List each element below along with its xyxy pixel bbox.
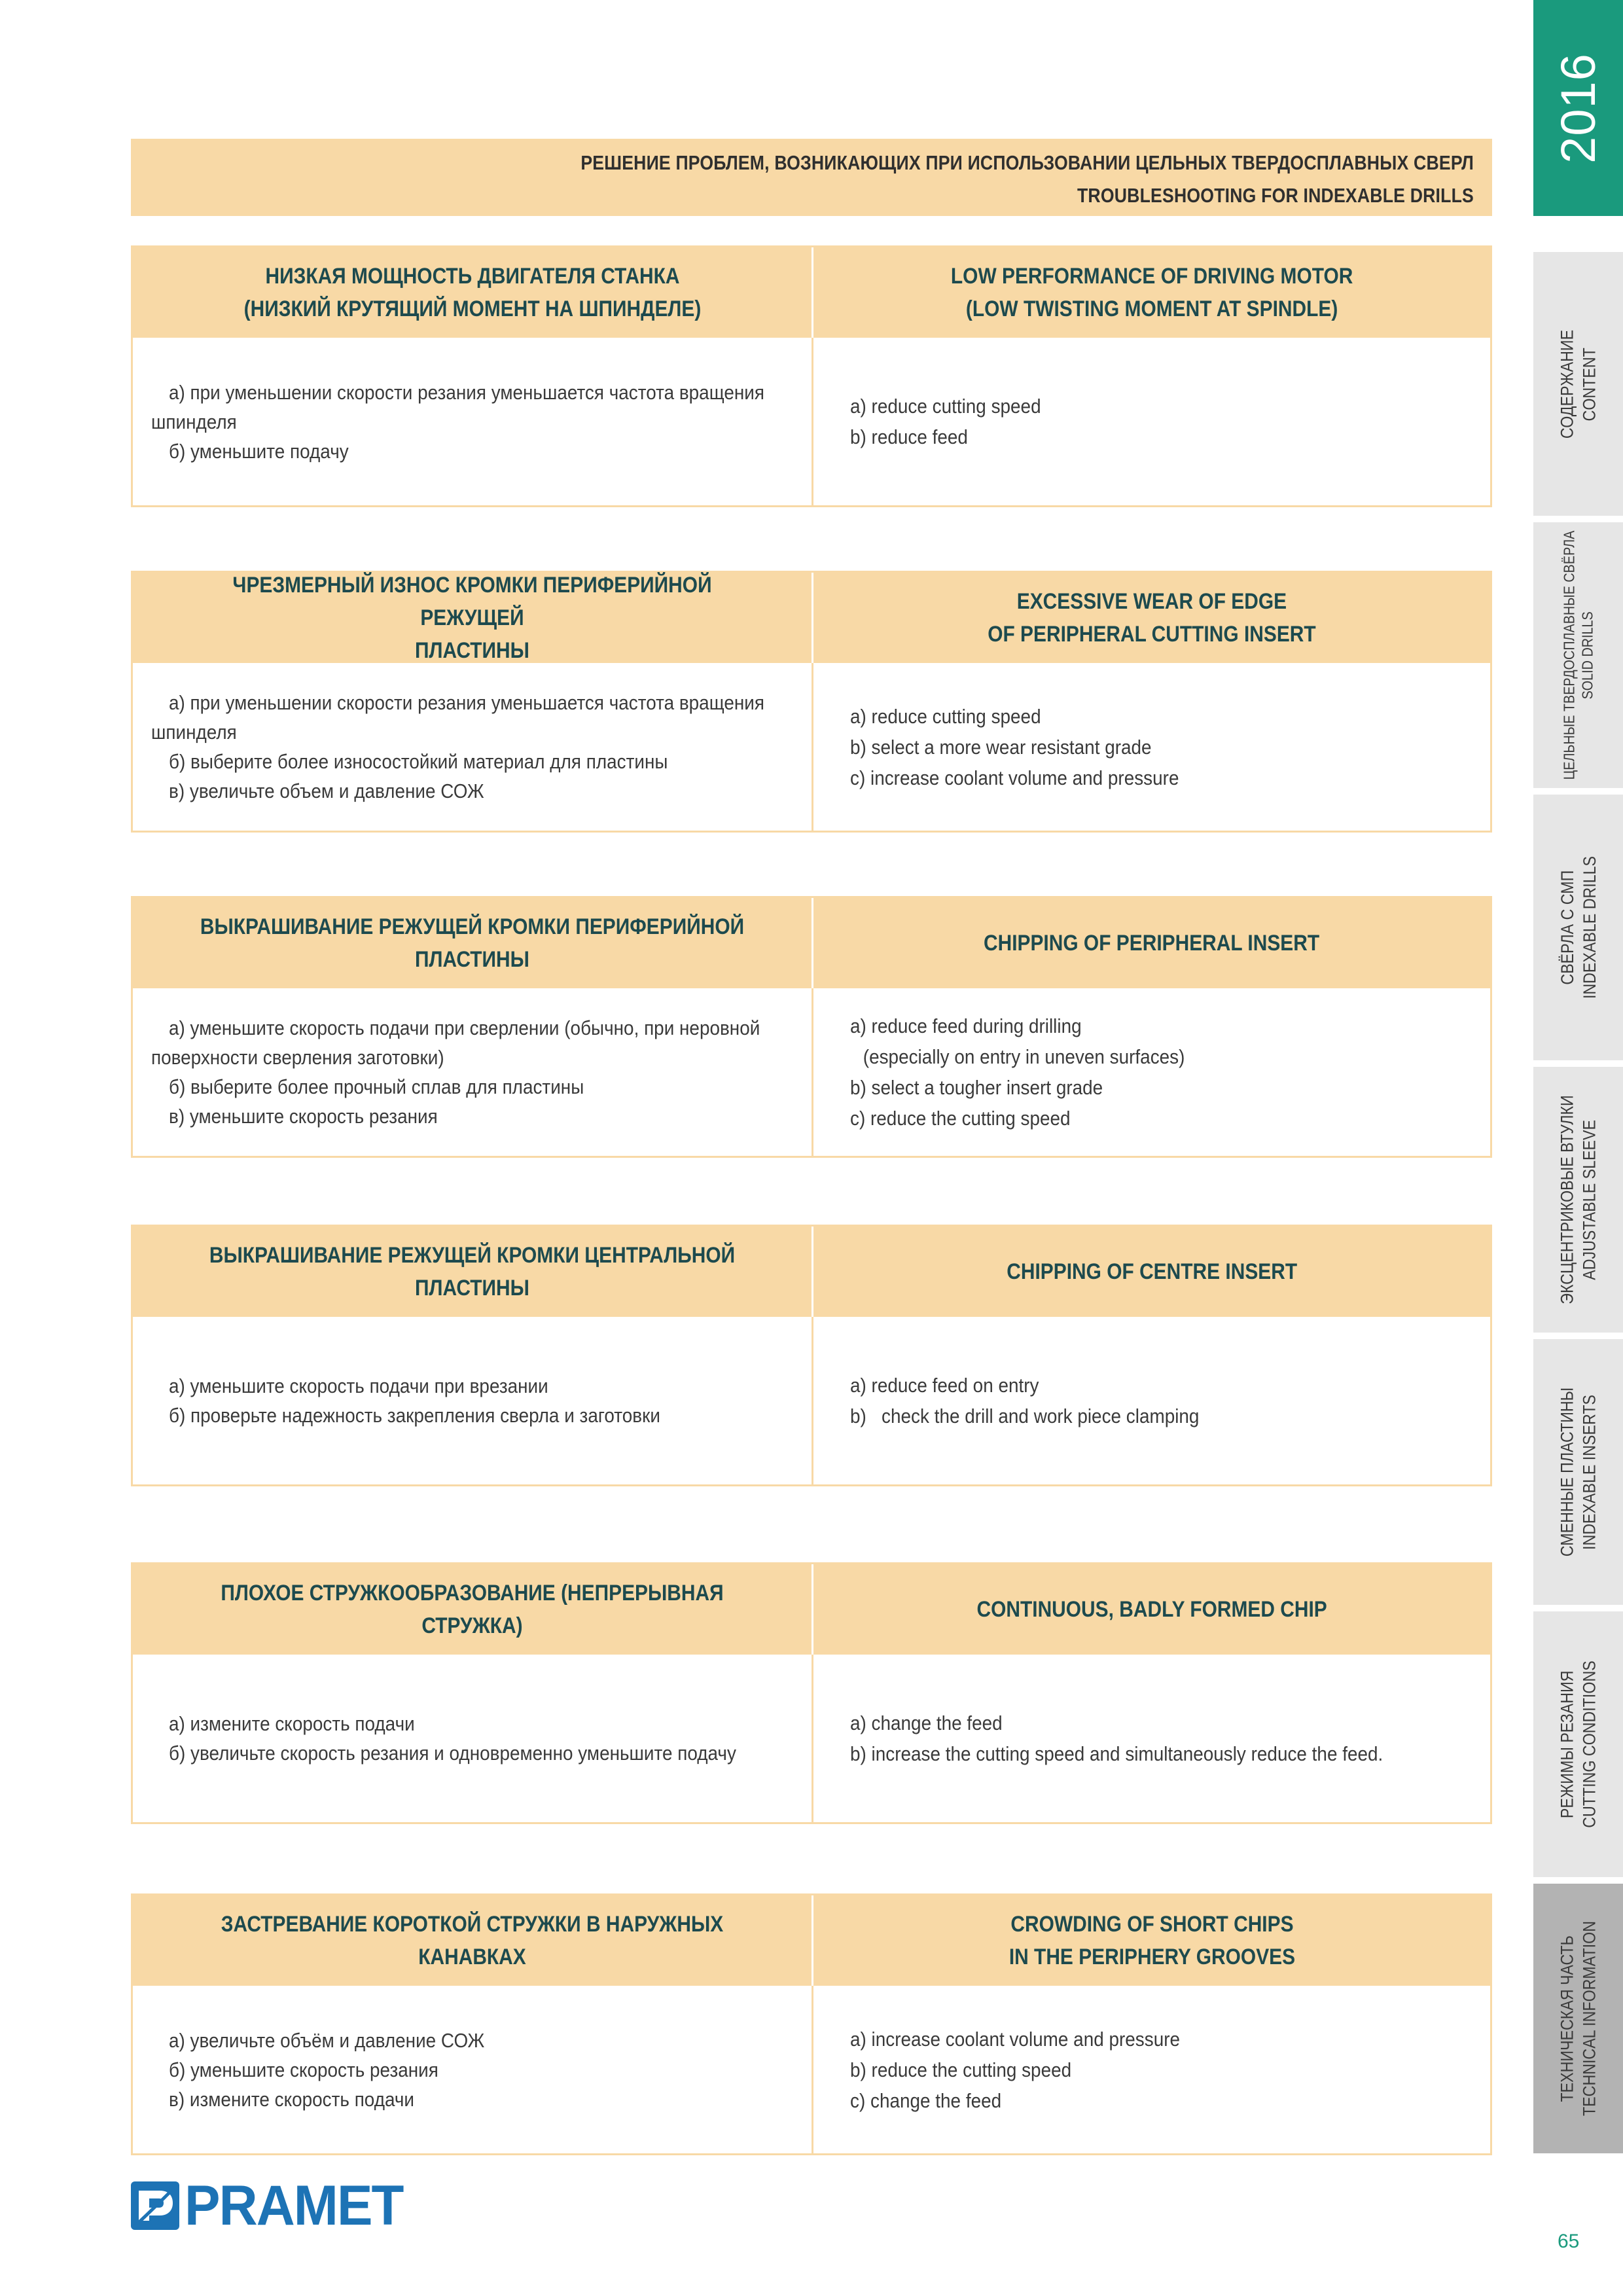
solution-row [133, 663, 1490, 831]
solution-item: (especially on entry in uneven surfaces) [863, 1045, 1185, 1068]
solution-item: б) проверьте надежность закрепления сверла и заготовки [169, 1404, 660, 1427]
sidebar-tab-label-en: INDEXABLE INSERTS [1579, 1394, 1599, 1550]
solution-item: c) increase coolant volume and pressure [850, 766, 1179, 789]
problem-title-en: CROWDING OF SHORT CHIPS IN THE PERIPHERY GROOVES [1008, 1912, 1295, 1969]
solution-item: в) уменьшите скорость резания [169, 1105, 438, 1128]
sidebar-tab-label-ru: СОДЕРЖАНИЕ [1557, 329, 1577, 439]
problem-header-row [133, 573, 1490, 663]
solution-list-en [812, 663, 1490, 831]
sidebar-tab-label-ru: РЕЖИМЫ РЕЗАНИЯ [1557, 1670, 1577, 1818]
problem-table-peripheral-insert-wear [131, 571, 1492, 833]
solution-item: б) увеличьте скорость резания и одновременно уменьшите подачу [169, 1742, 736, 1765]
solution-list-ru [133, 663, 812, 831]
sidebar-tab-adjustable-sleeve[interactable] [1533, 1067, 1623, 1333]
solution-item: a) reduce cutting speed [850, 704, 1041, 728]
solution-item: a) increase coolant volume and pressure [850, 2027, 1181, 2051]
solution-list-en [812, 1317, 1490, 1484]
problem-header-row [133, 1564, 1490, 1655]
solution-list-ru [133, 988, 812, 1156]
problem-title-ru: ВЫКРАШИВАНИЕ РЕЖУЩЕЙ КРОМКИ ЦЕНТРАЛЬНОЙ ПЛАСТИНЫ [209, 1243, 736, 1300]
solution-row [133, 338, 1490, 505]
solution-item: b) increase the cutting speed and simultaneously reduce the feed. [850, 1742, 1383, 1765]
page-title-en: TROUBLESHOOTING FOR INDEXABLE DRILLS [1077, 184, 1474, 207]
problem-title-en: LOW PERFORMANCE OF DRIVING MOTOR (LOW TWISTING MOMENT AT SPINDLE) [950, 264, 1353, 321]
problem-title-ru: НИЗКАЯ МОЩНОСТЬ ДВИГАТЕЛЯ СТАНКА (НИЗКИЙ КРУТЯЩИЙ МОМЕНТ НА ШПИНДЕЛЕ) [243, 264, 701, 321]
problem-header-row [133, 247, 1490, 338]
problem-header-row [133, 898, 1490, 988]
sidebar-tab-indexable-inserts[interactable] [1533, 1339, 1623, 1605]
sidebar-tab-solid-drills[interactable] [1533, 522, 1623, 788]
sidebar-tab-label-ru: СВЁРЛА С СМП [1557, 870, 1577, 985]
solution-item: a) reduce feed on entry [850, 1374, 1039, 1397]
solution-list-ru [133, 1986, 812, 2153]
sidebar-tab-label-en: SOLID DRILLS [1578, 611, 1596, 700]
solution-row [133, 1986, 1490, 2153]
pramet-logo-icon [131, 2181, 179, 2230]
sidebar-tab-label-en: ADJUSTABLE SLEEVE [1579, 1119, 1599, 1280]
solution-list-en [812, 1655, 1490, 1822]
solution-item: b) reduce the cutting speed [850, 2058, 1072, 2081]
problem-title-en: CHIPPING OF PERIPHERAL INSERT [984, 931, 1320, 956]
solution-item: c) change the feed [850, 2089, 1002, 2112]
sidebar-tab-label-en: TECHNICAL INFORMATION [1579, 1920, 1599, 2117]
solution-item: б) уменьшите подачу [169, 439, 349, 463]
solution-item: в) увеличьте объем и давление СОЖ [169, 780, 484, 802]
sidebar-tab-label-ru: СМЕННЫЕ ПЛАСТИНЫ [1557, 1387, 1577, 1557]
sidebar-tab-cutting-conditions[interactable] [1533, 1611, 1623, 1877]
page-number: 65 [1558, 2231, 1580, 2252]
solution-list-ru [133, 1317, 812, 1484]
page-title-ru: РЕШЕНИЕ ПРОБЛЕМ, ВОЗНИКАЮЩИХ ПРИ ИСПОЛЬЗОВАНИИ ЦЕЛЬНЫХ ТВЕРДОСПЛАВНЫХ СВЕРЛ [580, 151, 1474, 174]
solution-item: а) уменьшите скорость подачи при сверлении (обычно, при неровной поверхности сверления заготовки) [151, 1016, 760, 1069]
year-tab [1533, 0, 1623, 216]
solution-list-en [812, 338, 1490, 505]
solution-item: а) уменьшите скорость подачи при врезании [169, 1374, 548, 1397]
problem-title-ru: ЗАСТРЕВАНИЕ КОРОТКОЙ СТРУЖКИ В НАРУЖНЫХ КАНАВКАХ [221, 1912, 724, 1969]
solution-item: c) reduce the cutting speed [850, 1107, 1071, 1130]
problem-table-centre-insert-chipping [131, 1225, 1492, 1486]
solution-list-en [812, 1986, 1490, 2153]
solution-list-ru [133, 338, 812, 505]
sidebar-tab-label-ru: ТЕХНИЧЕСКАЯ ЧАСТЬ [1557, 1935, 1577, 2102]
solution-item: a) reduce feed during drilling [850, 1014, 1082, 1037]
solution-item: б) уменьшите скорость резания [169, 2058, 438, 2081]
sidebar-tab-content[interactable] [1533, 252, 1623, 516]
solution-row [133, 988, 1490, 1156]
page-header-banner [131, 139, 1492, 216]
problem-title-en: EXCESSIVE WEAR OF EDGE OF PERIPHERAL CUTTING INSERT [988, 589, 1316, 647]
problem-table-peripheral-insert-chipping [131, 896, 1492, 1158]
sidebar-tab-label-en: CUTTING CONDITIONS [1579, 1660, 1599, 1828]
sidebar-tab-label-en: INDEXABLE DRILLS [1579, 855, 1599, 999]
logo-wordmark: PRAMET [185, 2174, 403, 2237]
problem-title-en: CONTINUOUS, BADLY FORMED CHIP [976, 1597, 1327, 1622]
sidebar-tab-indexable-drills[interactable] [1533, 795, 1623, 1060]
solution-list-ru [133, 1655, 812, 1822]
solution-list-en [812, 988, 1490, 1156]
solution-item: b) select a more wear resistant grade [850, 735, 1152, 759]
sidebar-tab-technical-information[interactable] [1533, 1884, 1623, 2153]
solution-item: а) при уменьшении скорости резания уменьшается частота вращения шпинделя [151, 380, 764, 433]
problem-table-badly-formed-chip [131, 1562, 1492, 1824]
sidebar-tab-label-ru: ЦЕЛЬНЫЕ ТВЕРДОСПЛАВНЫЕ СВЁРЛА [1560, 530, 1578, 780]
sidebar-tab-label-ru: ЭКСЦЕНТРИКОВЫЕ ВТУЛКИ [1557, 1095, 1577, 1304]
solution-item: а) при уменьшении скорости резания уменьшается частота вращения шпинделя [151, 691, 764, 744]
solution-row [133, 1655, 1490, 1822]
solution-item: а) измените скорость подачи [169, 1712, 415, 1735]
solution-item: a) change the feed [850, 1712, 1003, 1734]
solution-item: в) измените скорость подачи [169, 2087, 415, 2111]
problem-table-short-chip-crowding [131, 1893, 1492, 2155]
solution-item: b) select a tougher insert grade [850, 1076, 1103, 1099]
problem-header-row [133, 1895, 1490, 1986]
solution-item: а) увеличьте объём и давление СОЖ [169, 2028, 485, 2052]
solution-item: b) reduce feed [850, 425, 968, 448]
solution-item: b) check the drill and work piece clamping [850, 1405, 1200, 1427]
problem-title-ru: ПЛОХОЕ СТРУЖКООБРАЗОВАНИЕ (НЕПРЕРЫВНАЯ СТРУЖКА) [221, 1581, 724, 1638]
catalogue-year: 2016 [1551, 52, 1605, 164]
solution-item: б) выберите более прочный сплав для пластины [169, 1075, 584, 1098]
pramet-logo [131, 2174, 414, 2237]
problem-title-ru: ЧРЕЗМЕРНЫЙ ИЗНОС КРОМКИ ПЕРИФЕРИЙНОЙ РЕЖУЩЕЙ ПЛАСТИНЫ [232, 573, 712, 663]
solution-row [133, 1317, 1490, 1484]
solution-item: a) reduce cutting speed [850, 395, 1041, 418]
problem-title-en: CHIPPING OF CENTRE INSERT [1007, 1259, 1297, 1284]
problem-table-low-motor-performance [131, 245, 1492, 507]
problem-header-row [133, 1227, 1490, 1317]
solution-item: б) выберите более износостойкий материал для пластины [169, 750, 668, 773]
sidebar-tab-label-en: CONTENT [1579, 347, 1599, 421]
problem-title-ru: ВЫКРАШИВАНИЕ РЕЖУЩЕЙ КРОМКИ ПЕРИФЕРИЙНОЙ ПЛАСТИНЫ [200, 914, 745, 972]
